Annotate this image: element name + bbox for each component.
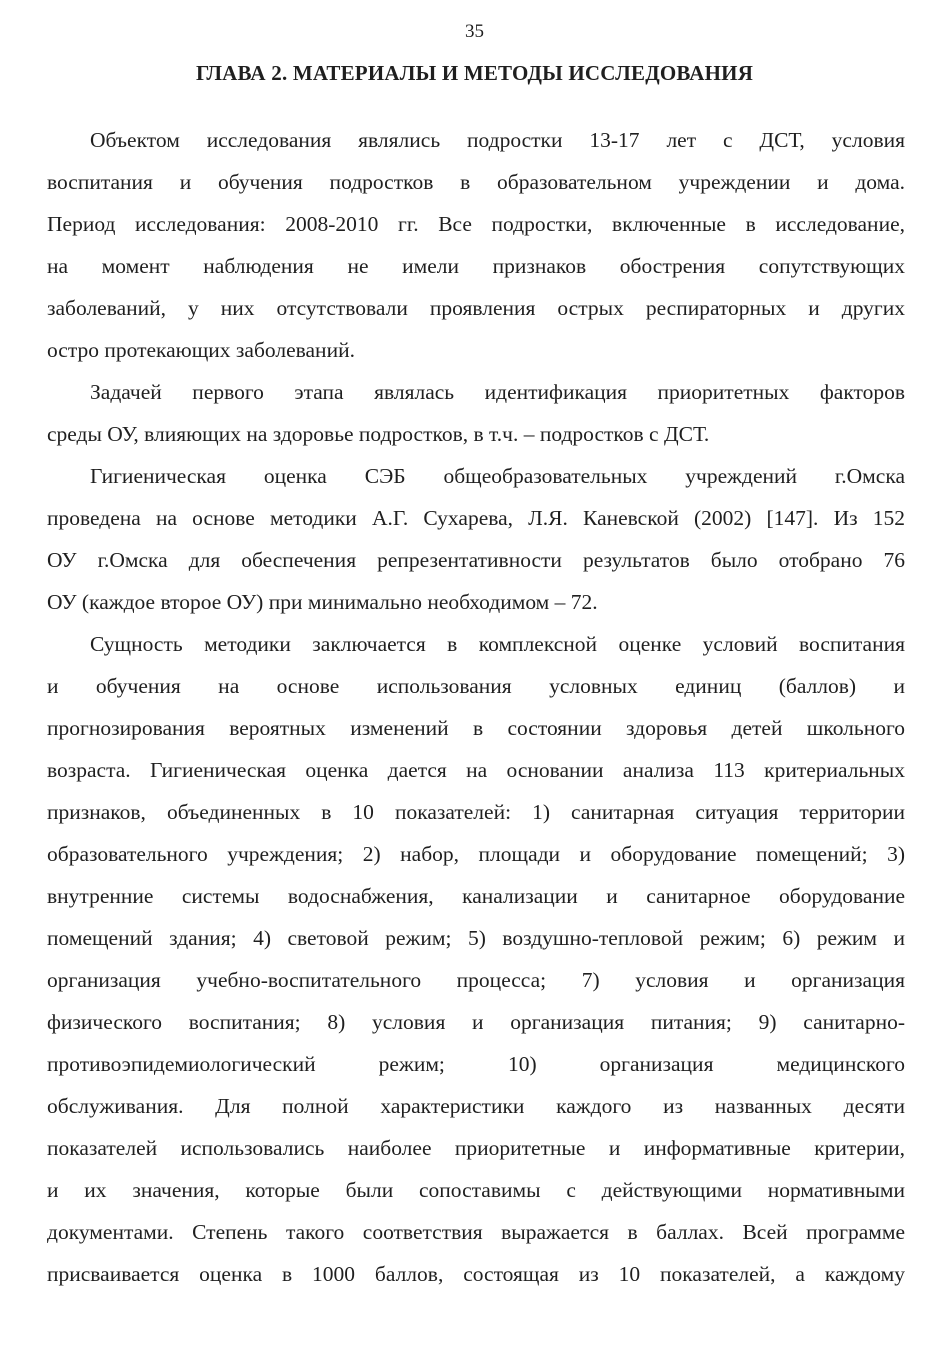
text-line: организация учебно-воспитательного процесса; 7) условия и организация	[47, 968, 905, 992]
text-line: помещений здания; 4) световой режим; 5) воздушно-тепловой режим; 6) режим и	[47, 926, 905, 950]
text-line: воспитания и обучения подростков в образовательном учреждении и дома.	[47, 170, 905, 194]
text-line: присваивается оценка в 1000 баллов, состоящая из 10 показателей, а каждому	[47, 1262, 905, 1286]
text-line: прогнозирования вероятных изменений в состоянии здоровья детей школьного	[47, 716, 905, 740]
text-line: противоэпидемиологический режим; 10) организация медицинского	[47, 1052, 905, 1076]
text-line: среды ОУ, влияющих на здоровье подростков, в т.ч. – подростков с ДСТ.	[47, 422, 710, 446]
text-line: признаков, объединенных в 10 показателей: 1) санитарная ситуация территории	[47, 800, 905, 824]
paragraph-3	[47, 455, 905, 623]
text-line: Период исследования: 2008-2010 гг. Все подростки, включенные в исследование,	[47, 212, 905, 236]
text-line: и обучения на основе использования условных единиц (баллов) и	[47, 674, 905, 698]
text-line: обслуживания. Для полной характеристики каждого из названных десяти	[47, 1094, 905, 1118]
paragraph-2	[47, 371, 905, 455]
body-text	[47, 119, 905, 1295]
text-line: образовательного учреждения; 2) набор, площади и оборудование помещений; 3)	[47, 842, 905, 866]
text-line: Объектом исследования являлись подростки 13-17 лет с ДСТ, условия	[90, 128, 905, 152]
text-line: и их значения, которые были сопоставимы с действующими нормативными	[47, 1178, 905, 1202]
text-line: Сущность методики заключается в комплексной оценке условий воспитания	[90, 632, 905, 656]
text-line: остро протекающих заболеваний.	[47, 338, 355, 362]
chapter-title: ГЛАВА 2. МАТЕРИАЛЫ И МЕТОДЫ ИССЛЕДОВАНИЯ	[195, 61, 754, 85]
text-line: ОУ г.Омска для обеспечения репрезентативности результатов было отобрано 76	[47, 548, 905, 572]
text-line: документами. Степень такого соответствия выражается в баллах. Всей программе	[47, 1220, 905, 1244]
text-line: на момент наблюдения не имели признаков обострения сопутствующих	[47, 254, 905, 278]
text-line: Гигиеническая оценка СЭБ общеобразовательных учреждений г.Омска	[90, 464, 905, 488]
text-line: Задачей первого этапа являлась идентификация приоритетных факторов	[90, 380, 905, 404]
paragraph-1	[47, 119, 905, 371]
paragraph-4	[47, 623, 905, 1295]
text-line: внутренние системы водоснабжения, канализации и санитарное оборудование	[47, 884, 905, 908]
text-line: заболеваний, у них отсутствовали проявления острых респираторных и других	[47, 296, 905, 320]
text-line: возраста. Гигиеническая оценка дается на основании анализа 113 критериальных	[47, 758, 905, 782]
text-line: ОУ (каждое второе ОУ) при минимально необходимом – 72.	[47, 590, 598, 614]
page-number: 35	[465, 21, 484, 42]
text-line: физического воспитания; 8) условия и организация питания; 9) санитарно-	[47, 1010, 905, 1034]
text-line: показателей использовались наиболее приоритетные и информативные критерии,	[47, 1136, 905, 1160]
text-line: проведена на основе методики А.Г. Сухарева, Л.Я. Каневской (2002) [147]. Из 152	[47, 506, 905, 530]
